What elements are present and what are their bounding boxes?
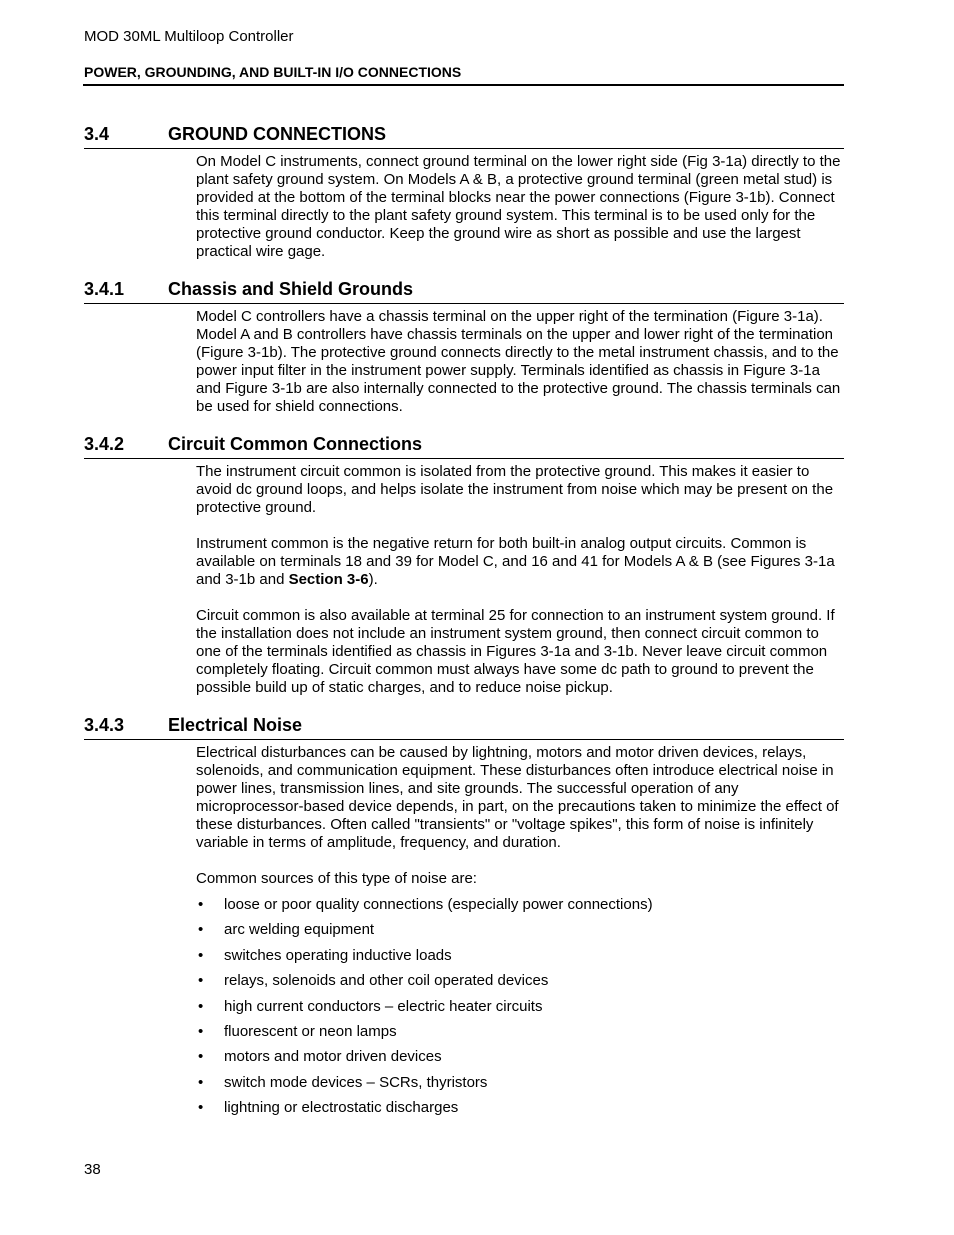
section-reference: Section 3-6 [288,571,369,588]
list-item [196,998,844,1016]
bullet-icon: • [198,896,204,913]
section-body [196,463,844,697]
bullet-icon: • [198,1073,204,1091]
list-item-text: switches operating inductive loads [224,946,452,964]
section-3-4-2 [84,434,844,697]
list-item-text: relays, solenoids and other coil operated devices [224,972,549,990]
section-body [196,744,844,1117]
section-number: 3.4.3 [84,715,125,735]
list-item [196,1099,844,1117]
section-heading [84,279,844,304]
paragraph: On Model C instruments, connect ground terminal on the lower right side (Fig 3-1a) directly to the plant safety ground system. On Models A & B, a protective ground terminal (green metal stud) is provided at the bottom of the terminal blocks near the power connections (Figure 3-1b). Connect this terminal directly to the plant safety ground system. This terminal is to be used only for the protective ground conductor. Keep the ground wire as short as possible and use the largest practical wire gage. [196,153,841,260]
page-number: 38 [84,1161,101,1178]
list-item-text: motors and motor driven devices [224,1048,442,1066]
bullet-icon: • [198,997,204,1015]
list-item [196,1023,844,1041]
section-heading [84,434,844,459]
noise-sources-list [196,896,844,1117]
section-title: Chassis and Shield Grounds [168,279,414,299]
section-title: Circuit Common Connections [168,434,423,454]
bullet-icon: • [198,1022,204,1040]
running-header-section: POWER, GROUNDING, AND BUILT-IN I/O CONNECTIONS [84,64,462,80]
list-item-text: high current conductors – electric heater circuits [224,997,543,1015]
section-title: GROUND CONNECTIONS [168,124,387,144]
list-item [196,1048,844,1066]
bullet-icon: • [198,1099,204,1117]
list-item [196,972,844,990]
list-item [196,947,844,965]
section-title: Electrical Noise [168,715,303,735]
paragraph: Common sources of this type of noise are: [196,870,477,887]
list-item-text: fluorescent or neon lamps [224,1022,397,1040]
running-header-title: MOD 30ML Multiloop Controller [84,28,294,45]
section-number: 3.4.2 [84,434,125,454]
section-heading [84,715,844,740]
bullet-icon: • [198,1048,204,1066]
list-item-text: lightning or electrostatic discharges [224,1099,459,1117]
bullet-icon: • [198,946,204,964]
section-heading [84,124,844,149]
section-body [196,308,844,416]
list-item [196,1074,844,1092]
paragraph [196,535,844,589]
section-3-4-3 [84,715,844,1125]
paragraph-text: Instrument common is the negative return for both built-in analog output circuits. Common is available on terminals 18 and 39 for Model C, and 16 and 41 for Models A & B (see Figures 3-1a and 3-1b and [196,535,835,588]
paragraph: Electrical disturbances can be caused by lightning, motors and motor driven devices, relays, solenoids, and communication equipment. These disturbances often introduce electrical noise in power lines, transmission lines, and site grounds. The successful operation of any microprocessor-based device depends, in part, on the precautions taken to minimize the effect of these disturbances. Often called "transients" or "voltage spikes", this form of noise is infinitely variable in terms of amplitude, frequency, and duration. [196,744,839,851]
paragraph: Circuit common is also available at terminal 25 for connection to an instrument system ground. If the installation does not include an instrument system ground, then connect circuit common to one of the terminals identified as chassis in Figures 3-1a and 3-1b. Never leave circuit common completely floating. Circuit common must always have some dc path to ground to prevent the possible build up of static charges, and to reduce noise pickup. [196,607,835,696]
header-rule [83,84,844,86]
section-number: 3.4.1 [84,279,125,299]
bullet-icon: • [198,972,204,990]
paragraph: Model C controllers have a chassis terminal on the upper right of the termination (Figure 3-1a). Model A and B controllers have chassis terminals on the upper and lower right of the termination (Figure 3-1b). The protective ground connects directly to the metal instrument chassis, and to the power input filter in the instrument power supply. Terminals identified as chassis in Figure 3-1a and Figure 3-1b are also internally connected to the protective ground. The chassis terminals can be used for shield connections. [196,308,841,415]
section-3-4 [84,124,844,261]
list-item-text: arc welding equipment [224,921,375,939]
section-3-4-1 [84,279,844,416]
paragraph: The instrument circuit common is isolated from the protective ground. This makes it easier to avoid dc ground loops, and helps isolate the instrument from noise which may be present on the protective ground. [196,463,834,516]
list-item-text: loose or poor quality connections (especially power connections) [224,896,653,913]
section-body [196,153,844,261]
section-number: 3.4 [84,124,110,144]
list-item-text: switch mode devices – SCRs, thyristors [224,1073,488,1091]
list-item [196,921,844,939]
list-item [196,896,844,914]
bullet-icon: • [198,921,204,939]
paragraph-text: ). [368,571,378,588]
